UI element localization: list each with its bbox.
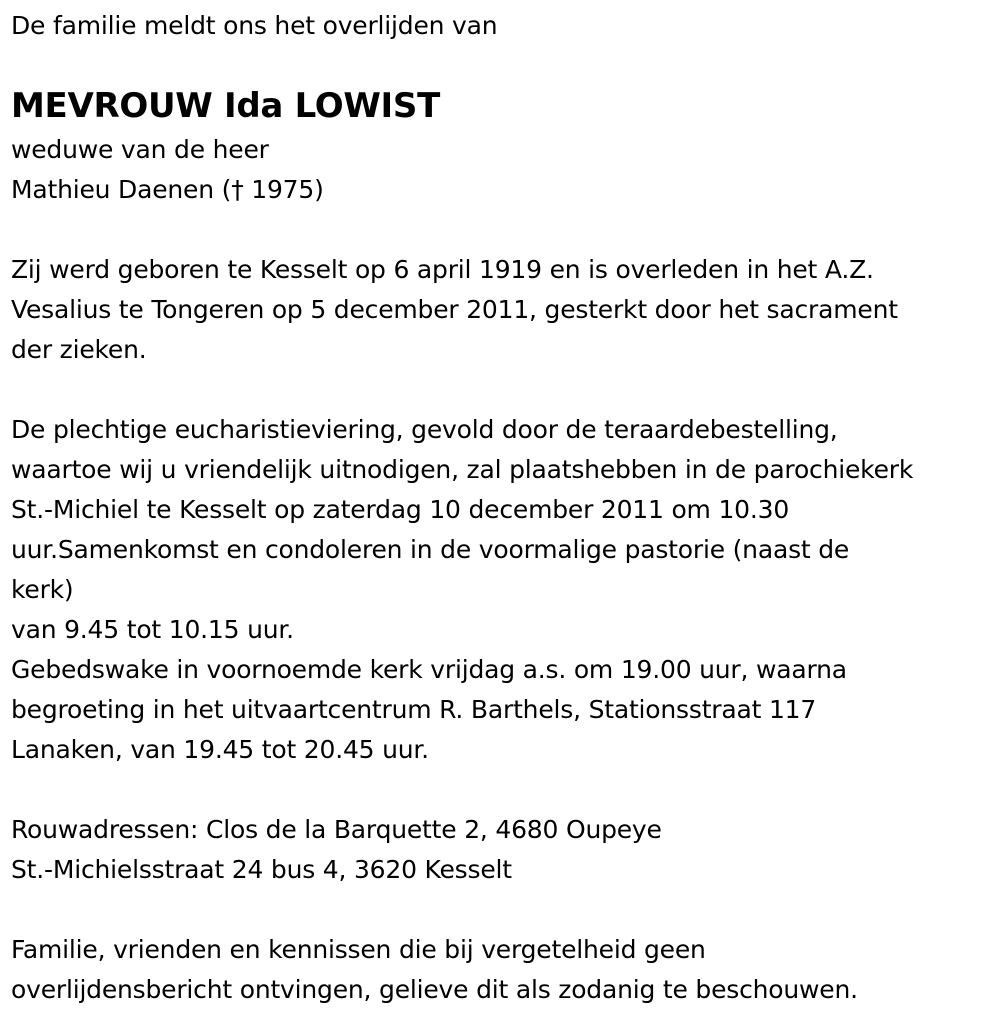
spouse-death-year: 1975) — [243, 175, 324, 204]
paragraph-line: Vesalius te Tongeren op 5 december 2011, gesterkt door het sacrament — [11, 295, 898, 324]
paragraph-line: De plechtige eucharistieviering, gevold door de teraardebestelling, — [11, 415, 838, 444]
paragraph-line: Lanaken, van 19.45 tot 20.45 uur. — [11, 735, 429, 764]
ceremony-paragraph — [11, 410, 990, 770]
birth-death-paragraph — [11, 250, 990, 370]
paragraph-line: begroeting in het uitvaartcentrum R. Barthels, Stationsstraat 117 — [11, 695, 817, 724]
paragraph-line: der zieken. — [11, 335, 147, 364]
cross-icon: † — [231, 175, 244, 204]
paragraph-line: St.-Michiel te Kesselt op zaterdag 10 december 2011 om 10.30 — [11, 495, 790, 524]
spouse-line — [11, 170, 990, 210]
intro-text: De familie meldt ons het overlijden van — [11, 11, 498, 40]
paragraph-line: uur.Samenkomst en condoleren in de voormalige pastorie (naast de — [11, 535, 850, 564]
relation-text: weduwe van de heer — [11, 135, 269, 164]
address-line: St.-Michielsstraat 24 bus 4, 3620 Kesselt — [11, 855, 512, 884]
closing-paragraph — [11, 930, 990, 1010]
address-line: Rouwadressen: Clos de la Barquette 2, 4680 Oupeye — [11, 815, 662, 844]
paragraph-line: Gebedswake in voornoemde kerk vrijdag a.s. om 19.00 uur, waarna — [11, 655, 847, 684]
deceased-name: MEVROUW Ida LOWIST — [11, 86, 440, 126]
addresses-paragraph — [11, 810, 990, 890]
paragraph-line: Familie, vrienden en kennissen die bij vergetelheid geen — [11, 935, 706, 964]
paragraph-line: van 9.45 tot 10.15 uur. — [11, 615, 294, 644]
spouse-name: Mathieu Daenen ( — [11, 175, 232, 204]
paragraph-line: waartoe wij u vriendelijk uitnodigen, zal plaatshebben in de parochiekerk — [11, 455, 914, 484]
paragraph-line: kerk) — [11, 575, 74, 604]
paragraph-line: Zij werd geboren te Kesselt op 6 april 1919 en is overleden in het A.Z. — [11, 255, 874, 284]
paragraph-line: overlijdensbericht ontvingen, gelieve dit als zodanig te beschouwen. — [11, 975, 858, 1004]
